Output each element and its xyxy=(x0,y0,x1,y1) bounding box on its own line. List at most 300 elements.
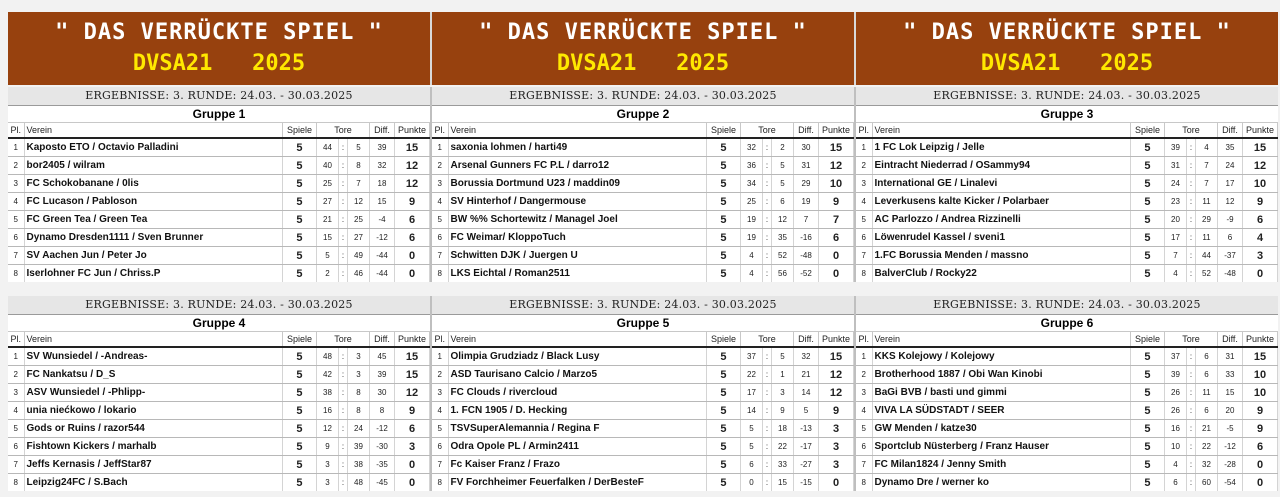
goals-separator: : xyxy=(338,138,347,157)
goals-against-cell: 33 xyxy=(771,456,793,474)
team-cell: Borussia Dortmund U23 / maddin09 xyxy=(448,175,706,193)
col-header-diff: Diff. xyxy=(370,332,395,347)
team-cell: Fc Kaiser Franz / Frazo xyxy=(448,456,706,474)
goals-separator: : xyxy=(1186,420,1195,438)
place-cell: 8 xyxy=(432,474,448,492)
goals-against-cell: 3 xyxy=(347,366,369,384)
table-row xyxy=(432,402,854,420)
place-cell: 4 xyxy=(8,402,24,420)
goals-separator: : xyxy=(338,402,347,420)
diff-cell: -27 xyxy=(794,456,819,474)
place-cell: 1 xyxy=(432,138,448,157)
place-cell: 1 xyxy=(856,347,872,366)
goals-against-cell: 9 xyxy=(771,402,793,420)
team-cell: Eintracht Niederrad / OSammy94 xyxy=(872,157,1130,175)
group-title: Gruppe 5 xyxy=(432,315,854,332)
goals-for-cell: 36 xyxy=(740,157,762,175)
goals-separator: : xyxy=(1186,193,1195,211)
points-cell: 6 xyxy=(1243,211,1278,229)
goals-against-cell: 44 xyxy=(1195,247,1217,265)
col-header-punkte: Punkte xyxy=(1243,123,1278,138)
points-cell: 0 xyxy=(1243,474,1278,492)
table-row xyxy=(8,247,430,265)
goals-against-cell: 5 xyxy=(771,347,793,366)
goals-separator: : xyxy=(1186,157,1195,175)
diff-cell: -37 xyxy=(1218,247,1243,265)
col-header-pl: Pl. xyxy=(432,123,448,138)
team-cell: TSVSuperAlemannia / Regina F xyxy=(448,420,706,438)
team-cell: SV Hinterhof / Dangermouse xyxy=(448,193,706,211)
col-header-tore: Tore xyxy=(316,123,369,138)
team-cell: Schwitten DJK / Juergen U xyxy=(448,247,706,265)
standings-table xyxy=(8,123,430,282)
points-cell: 7 xyxy=(819,211,854,229)
diff-cell: 29 xyxy=(794,175,819,193)
goals-separator: : xyxy=(762,384,771,402)
goals-against-cell: 2 xyxy=(771,138,793,157)
points-cell: 12 xyxy=(395,175,430,193)
place-cell: 2 xyxy=(432,366,448,384)
table-row xyxy=(8,211,430,229)
goals-for-cell: 5 xyxy=(740,420,762,438)
diff-cell: 19 xyxy=(794,193,819,211)
col-header-pl: Pl. xyxy=(856,332,872,347)
diff-cell: 32 xyxy=(370,157,395,175)
table-row xyxy=(856,366,1278,384)
table-row xyxy=(856,175,1278,193)
goals-separator: : xyxy=(338,384,347,402)
team-cell: Gods or Ruins / razor544 xyxy=(24,420,282,438)
goals-for-cell: 25 xyxy=(740,193,762,211)
standings-table xyxy=(432,123,854,282)
col-header-punkte: Punkte xyxy=(819,123,854,138)
goals-for-cell: 4 xyxy=(740,247,762,265)
points-cell: 10 xyxy=(1243,175,1278,193)
points-cell: 9 xyxy=(819,402,854,420)
goals-against-cell: 15 xyxy=(771,474,793,492)
diff-cell: -13 xyxy=(794,420,819,438)
goals-for-cell: 38 xyxy=(316,384,338,402)
games-cell: 5 xyxy=(1130,175,1164,193)
points-cell: 6 xyxy=(1243,438,1278,456)
diff-cell: 20 xyxy=(1218,402,1243,420)
goals-separator: : xyxy=(762,211,771,229)
col-header-tore: Tore xyxy=(316,332,369,347)
team-cell: LKS Eichtal / Roman2511 xyxy=(448,265,706,283)
place-cell: 5 xyxy=(8,420,24,438)
goals-against-cell: 25 xyxy=(347,211,369,229)
diff-cell: -17 xyxy=(794,438,819,456)
place-cell: 5 xyxy=(856,420,872,438)
goals-for-cell: 17 xyxy=(1164,229,1186,247)
points-cell: 15 xyxy=(395,138,430,157)
diff-cell: -30 xyxy=(370,438,395,456)
goals-against-cell: 29 xyxy=(1195,211,1217,229)
goals-for-cell: 21 xyxy=(316,211,338,229)
diff-cell: -16 xyxy=(794,229,819,247)
games-cell: 5 xyxy=(706,402,740,420)
col-header-tore: Tore xyxy=(740,123,793,138)
goals-for-cell: 3 xyxy=(316,474,338,492)
goals-for-cell: 39 xyxy=(1164,138,1186,157)
place-cell: 7 xyxy=(432,247,448,265)
table-row xyxy=(856,211,1278,229)
games-cell: 5 xyxy=(282,211,316,229)
goals-separator: : xyxy=(338,366,347,384)
col-header-diff: Diff. xyxy=(794,123,819,138)
points-cell: 15 xyxy=(395,366,430,384)
table-row xyxy=(8,175,430,193)
table-row xyxy=(432,211,854,229)
col-header-punkte: Punkte xyxy=(395,332,430,347)
goals-against-cell: 6 xyxy=(771,193,793,211)
points-cell: 0 xyxy=(1243,456,1278,474)
col-header-tore: Tore xyxy=(740,332,793,347)
team-cell: 1 FC Lok Leipzig / Jelle xyxy=(872,138,1130,157)
goals-against-cell: 35 xyxy=(771,229,793,247)
col-header-spiele: Spiele xyxy=(706,123,740,138)
diff-cell: 30 xyxy=(794,138,819,157)
games-cell: 5 xyxy=(706,366,740,384)
table-row xyxy=(856,438,1278,456)
goals-against-cell: 12 xyxy=(771,211,793,229)
goals-for-cell: 26 xyxy=(1164,384,1186,402)
goals-against-cell: 8 xyxy=(347,384,369,402)
points-cell: 9 xyxy=(395,193,430,211)
group-title: Gruppe 6 xyxy=(856,315,1278,332)
goals-against-cell: 39 xyxy=(347,438,369,456)
team-cell: unia niećkowo / lokario xyxy=(24,402,282,420)
place-cell: 6 xyxy=(8,229,24,247)
points-cell: 9 xyxy=(1243,420,1278,438)
diff-cell: 18 xyxy=(370,175,395,193)
team-cell: Dynamo Dre / werner ko xyxy=(872,474,1130,492)
place-cell: 4 xyxy=(432,193,448,211)
place-cell: 6 xyxy=(432,229,448,247)
team-cell: FC Lucason / Pabloson xyxy=(24,193,282,211)
place-cell: 8 xyxy=(856,265,872,283)
header-banner-2 xyxy=(432,12,856,85)
points-cell: 9 xyxy=(1243,402,1278,420)
team-cell: FC Green Tea / Green Tea xyxy=(24,211,282,229)
table-row xyxy=(432,456,854,474)
goals-separator: : xyxy=(762,265,771,283)
table-header-row xyxy=(432,332,854,347)
standings-table xyxy=(8,332,430,491)
games-cell: 5 xyxy=(706,420,740,438)
goals-for-cell: 37 xyxy=(1164,347,1186,366)
goals-separator: : xyxy=(762,193,771,211)
round-label: ERGEBNISSE: 3. RUNDE: 24.03. - 30.03.2025 xyxy=(8,87,430,106)
place-cell: 4 xyxy=(8,193,24,211)
header-banner-1 xyxy=(8,12,432,85)
points-cell: 10 xyxy=(819,175,854,193)
points-cell: 3 xyxy=(819,456,854,474)
team-cell: VIVA LA SÜDSTADT / SEER xyxy=(872,402,1130,420)
points-cell: 0 xyxy=(1243,265,1278,283)
place-cell: 3 xyxy=(432,384,448,402)
round-label: ERGEBNISSE: 3. RUNDE: 24.03. - 30.03.2025 xyxy=(856,87,1278,106)
goals-for-cell: 4 xyxy=(740,265,762,283)
diff-cell: 6 xyxy=(1218,229,1243,247)
games-cell: 5 xyxy=(1130,438,1164,456)
points-cell: 0 xyxy=(395,265,430,283)
place-cell: 5 xyxy=(432,211,448,229)
goals-for-cell: 31 xyxy=(1164,157,1186,175)
place-cell: 7 xyxy=(856,247,872,265)
goals-against-cell: 6 xyxy=(1195,366,1217,384)
goals-against-cell: 1 xyxy=(771,366,793,384)
team-cell: Jeffs Kernasis / JeffStar87 xyxy=(24,456,282,474)
games-cell: 5 xyxy=(1130,247,1164,265)
goals-separator: : xyxy=(338,420,347,438)
team-cell: FC Nankatsu / D_S xyxy=(24,366,282,384)
goals-against-cell: 11 xyxy=(1195,193,1217,211)
team-cell: Sportclub Nüsterberg / Franz Hauser xyxy=(872,438,1130,456)
goals-for-cell: 14 xyxy=(740,402,762,420)
goals-separator: : xyxy=(338,193,347,211)
points-cell: 3 xyxy=(395,438,430,456)
round-label: ERGEBNISSE: 3. RUNDE: 24.03. - 30.03.2025 xyxy=(432,87,854,106)
diff-cell: -4 xyxy=(370,211,395,229)
goals-against-cell: 4 xyxy=(1195,138,1217,157)
col-header-punkte: Punkte xyxy=(1243,332,1278,347)
place-cell: 7 xyxy=(8,247,24,265)
diff-cell: 14 xyxy=(794,384,819,402)
team-cell: 1. FCN 1905 / D. Hecking xyxy=(448,402,706,420)
place-cell: 1 xyxy=(856,138,872,157)
goals-for-cell: 34 xyxy=(740,175,762,193)
goals-for-cell: 17 xyxy=(740,384,762,402)
goals-for-cell: 12 xyxy=(316,420,338,438)
header-subtitle: DVSA21 2025 xyxy=(556,50,730,76)
points-cell: 0 xyxy=(395,456,430,474)
goals-against-cell: 3 xyxy=(771,384,793,402)
games-cell: 5 xyxy=(706,474,740,492)
place-cell: 1 xyxy=(8,138,24,157)
goals-for-cell: 3 xyxy=(316,456,338,474)
points-cell: 9 xyxy=(395,402,430,420)
games-cell: 5 xyxy=(706,438,740,456)
diff-cell: 30 xyxy=(370,384,395,402)
games-cell: 5 xyxy=(1130,420,1164,438)
place-cell: 8 xyxy=(432,265,448,283)
diff-cell: -35 xyxy=(370,456,395,474)
games-cell: 5 xyxy=(282,175,316,193)
diff-cell: -44 xyxy=(370,247,395,265)
group-panel xyxy=(432,87,856,282)
diff-cell: -52 xyxy=(794,265,819,283)
goals-against-cell: 8 xyxy=(347,157,369,175)
place-cell: 5 xyxy=(8,211,24,229)
goals-against-cell: 52 xyxy=(771,247,793,265)
goals-for-cell: 6 xyxy=(1164,474,1186,492)
games-cell: 5 xyxy=(706,175,740,193)
col-header-verein: Verein xyxy=(448,332,706,347)
goals-for-cell: 48 xyxy=(316,347,338,366)
group-panel xyxy=(8,87,432,282)
col-header-pl: Pl. xyxy=(8,123,24,138)
goals-against-cell: 7 xyxy=(347,175,369,193)
goals-for-cell: 4 xyxy=(1164,265,1186,283)
goals-against-cell: 27 xyxy=(347,229,369,247)
diff-cell: 31 xyxy=(794,157,819,175)
goals-for-cell: 25 xyxy=(316,175,338,193)
table-row xyxy=(8,420,430,438)
table-row xyxy=(432,193,854,211)
goals-against-cell: 49 xyxy=(347,247,369,265)
goals-for-cell: 24 xyxy=(1164,175,1186,193)
points-cell: 10 xyxy=(1243,366,1278,384)
goals-for-cell: 2 xyxy=(316,265,338,283)
goals-separator: : xyxy=(1186,175,1195,193)
table-row xyxy=(856,420,1278,438)
table-row xyxy=(8,229,430,247)
diff-cell: -12 xyxy=(1218,438,1243,456)
team-cell: saxonia lohmen / harti49 xyxy=(448,138,706,157)
points-cell: 0 xyxy=(819,474,854,492)
goals-separator: : xyxy=(338,456,347,474)
group-title: Gruppe 2 xyxy=(432,106,854,123)
team-cell: Leipzig24FC / S.Bach xyxy=(24,474,282,492)
goals-against-cell: 7 xyxy=(1195,175,1217,193)
team-cell: BaGi BVB / basti und gimmi xyxy=(872,384,1130,402)
goals-against-cell: 3 xyxy=(347,347,369,366)
goals-against-cell: 48 xyxy=(347,474,369,492)
table-row xyxy=(8,347,430,366)
games-cell: 5 xyxy=(706,384,740,402)
header-title: " DAS VERRÜCKTE SPIEL " xyxy=(55,19,383,45)
table-header-row xyxy=(856,123,1278,138)
team-cell: ASV Wunsiedel / -Phlipp- xyxy=(24,384,282,402)
goals-separator: : xyxy=(1186,366,1195,384)
table-row xyxy=(856,157,1278,175)
games-cell: 5 xyxy=(1130,384,1164,402)
table-row xyxy=(8,456,430,474)
goals-for-cell: 19 xyxy=(740,229,762,247)
team-cell: BalverClub / Rocky22 xyxy=(872,265,1130,283)
goals-against-cell: 12 xyxy=(347,193,369,211)
goals-separator: : xyxy=(1186,229,1195,247)
games-cell: 5 xyxy=(282,265,316,283)
goals-against-cell: 60 xyxy=(1195,474,1217,492)
diff-cell: -9 xyxy=(1218,211,1243,229)
goals-separator: : xyxy=(762,138,771,157)
points-cell: 12 xyxy=(819,157,854,175)
goals-separator: : xyxy=(1186,265,1195,283)
col-header-spiele: Spiele xyxy=(282,123,316,138)
goals-for-cell: 20 xyxy=(1164,211,1186,229)
table-row xyxy=(856,247,1278,265)
goals-for-cell: 10 xyxy=(1164,438,1186,456)
diff-cell: -48 xyxy=(794,247,819,265)
col-header-spiele: Spiele xyxy=(282,332,316,347)
table-row xyxy=(432,384,854,402)
place-cell: 2 xyxy=(8,366,24,384)
goals-separator: : xyxy=(762,229,771,247)
team-cell: GW Menden / katze30 xyxy=(872,420,1130,438)
place-cell: 5 xyxy=(432,420,448,438)
goals-against-cell: 5 xyxy=(347,138,369,157)
team-cell: KKS Kolejowy / Kolejowy xyxy=(872,347,1130,366)
place-cell: 2 xyxy=(432,157,448,175)
table-row xyxy=(856,229,1278,247)
place-cell: 3 xyxy=(8,384,24,402)
table-row xyxy=(856,384,1278,402)
table-row xyxy=(8,384,430,402)
goals-separator: : xyxy=(338,474,347,492)
points-cell: 0 xyxy=(819,247,854,265)
place-cell: 7 xyxy=(8,456,24,474)
goals-separator: : xyxy=(1186,247,1195,265)
games-cell: 5 xyxy=(1130,456,1164,474)
goals-separator: : xyxy=(762,247,771,265)
place-cell: 2 xyxy=(856,366,872,384)
games-cell: 5 xyxy=(282,456,316,474)
col-header-tore: Tore xyxy=(1164,332,1217,347)
goals-separator: : xyxy=(1186,384,1195,402)
table-row xyxy=(432,438,854,456)
goals-separator: : xyxy=(1186,402,1195,420)
col-header-verein: Verein xyxy=(872,123,1130,138)
goals-separator: : xyxy=(762,175,771,193)
standings-table xyxy=(856,332,1278,491)
goals-against-cell: 6 xyxy=(1195,347,1217,366)
table-row xyxy=(432,347,854,366)
games-cell: 5 xyxy=(706,229,740,247)
goals-against-cell: 56 xyxy=(771,265,793,283)
games-cell: 5 xyxy=(1130,366,1164,384)
team-cell: SV Aachen Jun / Peter Jo xyxy=(24,247,282,265)
table-header-row xyxy=(856,332,1278,347)
place-cell: 8 xyxy=(8,474,24,492)
goals-against-cell: 24 xyxy=(347,420,369,438)
table-row xyxy=(856,347,1278,366)
table-row xyxy=(432,420,854,438)
col-header-diff: Diff. xyxy=(370,123,395,138)
header-title: " DAS VERRÜCKTE SPIEL " xyxy=(479,19,807,45)
points-cell: 3 xyxy=(1243,247,1278,265)
col-header-pl: Pl. xyxy=(8,332,24,347)
group-panel xyxy=(8,296,432,491)
games-cell: 5 xyxy=(1130,193,1164,211)
goals-against-cell: 8 xyxy=(347,402,369,420)
table-row xyxy=(856,138,1278,157)
goals-separator: : xyxy=(762,438,771,456)
goals-for-cell: 44 xyxy=(316,138,338,157)
diff-cell: 39 xyxy=(370,366,395,384)
goals-for-cell: 5 xyxy=(316,247,338,265)
goals-separator: : xyxy=(762,420,771,438)
place-cell: 4 xyxy=(856,402,872,420)
team-cell: Arsenal Gunners FC P.L / darro12 xyxy=(448,157,706,175)
goals-against-cell: 52 xyxy=(1195,265,1217,283)
standings-table xyxy=(856,123,1278,282)
diff-cell: 33 xyxy=(1218,366,1243,384)
games-cell: 5 xyxy=(706,138,740,157)
team-cell: Leverkusens kalte Kicker / Polarbaer xyxy=(872,193,1130,211)
team-cell: Brotherhood 1887 / Obi Wan Kinobi xyxy=(872,366,1130,384)
col-header-punkte: Punkte xyxy=(819,332,854,347)
goals-against-cell: 38 xyxy=(347,456,369,474)
table-row xyxy=(8,366,430,384)
goals-against-cell: 32 xyxy=(1195,456,1217,474)
games-cell: 5 xyxy=(1130,347,1164,366)
place-cell: 3 xyxy=(8,175,24,193)
games-cell: 5 xyxy=(1130,402,1164,420)
team-cell: International GE / Linalevi xyxy=(872,175,1130,193)
games-cell: 5 xyxy=(282,402,316,420)
